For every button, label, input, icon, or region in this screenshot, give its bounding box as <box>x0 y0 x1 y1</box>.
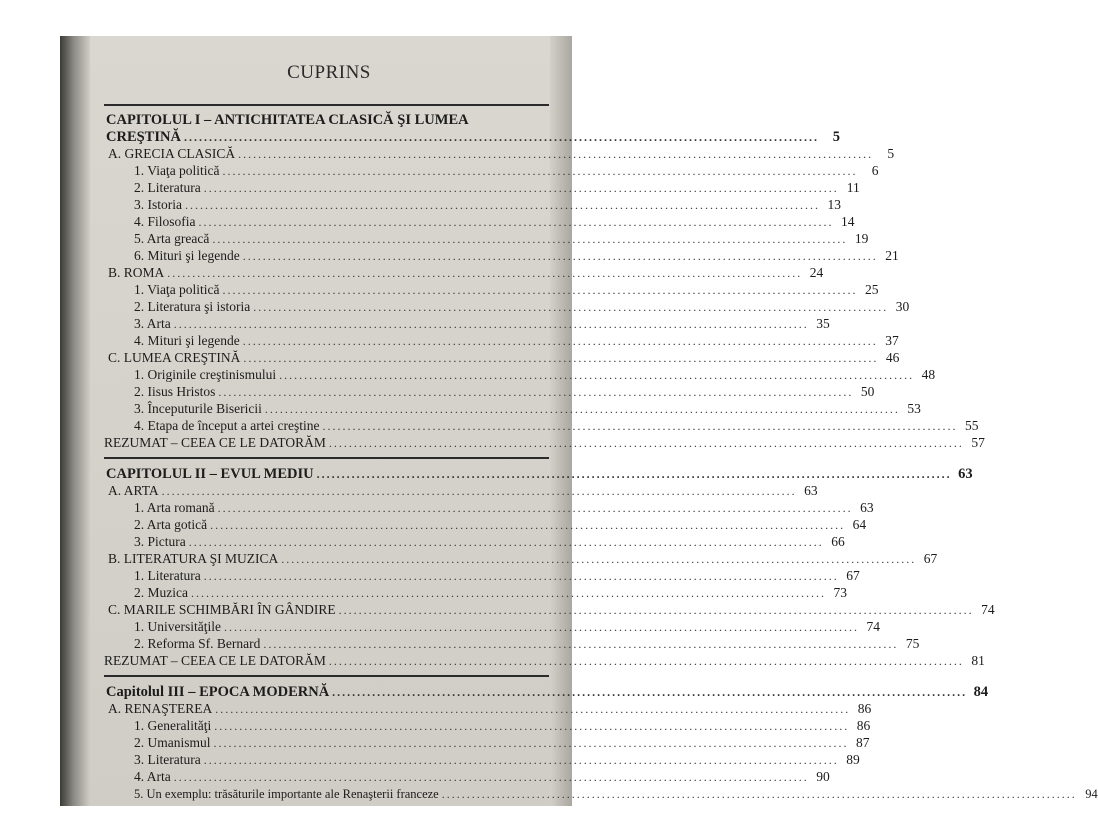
toc-entry: 1. Generalităţi ............................................................................................................................... 86 <box>134 718 871 733</box>
toc-entry: 3. Arta ............................................................................................................................... 35 <box>134 316 830 331</box>
toc-entry: 2. Arta gotică ............................................................................................................................... 64 <box>134 517 867 532</box>
toc-summary-entry: REZUMAT – CEEA CE LE DATORĂM ............................................................................................................................... 57 <box>104 435 985 450</box>
toc-entry: 2. Reforma Sf. Bernard ............................................................................................................................... 75 <box>134 636 920 651</box>
toc-entry: 4. Filosofia ............................................................................................................................... 14 <box>134 214 855 229</box>
table-of-contents-page <box>94 36 1098 806</box>
toc-entry: 6. Mituri şi legende ............................................................................................................................... 21 <box>134 248 899 263</box>
toc-entry: 4. Arta ............................................................................................................................... 90 <box>134 769 830 784</box>
toc-entry: 3. Începuturile Bisericii ............................................................................................................................... 53 <box>134 401 921 416</box>
toc-entry: 1. Viaţa politică ............................................................................................................................... 6 <box>134 163 879 178</box>
page-title: CUPRINS <box>287 62 371 83</box>
toc-entry: 5. Un exemplu: trăsăturile importante ale Renaşterii franceze ............................................................................................................................... 94 <box>134 787 1098 801</box>
toc-entry: 5. Arta greacă ............................................................................................................................... 19 <box>134 231 869 246</box>
toc-entry: 4. Mituri şi legende ............................................................................................................................... 37 <box>134 333 899 348</box>
toc-entry: 1. Universităţile ............................................................................................................................... 74 <box>134 619 880 634</box>
toc-entry: C. MARILE SCHIMBĂRI ÎN GÂNDIRE ............................................................................................................................... 74 <box>108 602 995 617</box>
toc-entry: 3. Istoria ............................................................................................................................... 13 <box>134 197 841 212</box>
toc-entry: 3. Pictura ............................................................................................................................... 66 <box>134 534 845 549</box>
toc-entry: 2. Iisus Hristos ............................................................................................................................... 50 <box>134 384 875 399</box>
toc-entry: B. LITERATURA ŞI MUZICA ............................................................................................................................... 67 <box>108 551 938 566</box>
book-page-photo <box>60 36 1098 806</box>
toc-entry: 4. Etapa de început a artei creştine ............................................................................................................................... 55 <box>134 418 979 433</box>
toc-entry: 1. Originile creştinismului ............................................................................................................................... 48 <box>134 367 936 382</box>
toc-entry: 3. Literatura ............................................................................................................................... 89 <box>134 752 860 767</box>
toc-entry: 1. Viaţa politică ............................................................................................................................... 25 <box>134 282 879 297</box>
chapter-divider <box>104 104 549 106</box>
toc-entry: 1. Arta romană ............................................................................................................................... 63 <box>134 500 874 515</box>
book-spine-shadow <box>60 36 90 806</box>
toc-entry: C. LUMEA CREŞTINĂ ............................................................................................................................... 46 <box>108 350 900 365</box>
toc-entry: A. GRECIA CLASICĂ ............................................................................................................................... 5 <box>108 146 895 161</box>
chapter-divider <box>104 675 549 677</box>
toc-entry: 2. Muzica ............................................................................................................................... 73 <box>134 585 847 600</box>
chapter-heading: Capitolul III – EPOCA MODERNĂ ............................................................................................................................... 84 <box>106 684 989 700</box>
toc-entry: B. ROMA ............................................................................................................................... 24 <box>108 265 824 280</box>
toc-entry: 2. Literatura ............................................................................................................................... 11 <box>134 180 860 195</box>
toc-entry: 2. Literatura şi istoria ............................................................................................................................... 30 <box>134 299 910 314</box>
toc-entry: 1. Literatura ............................................................................................................................... 67 <box>134 568 860 583</box>
toc-entry: A. RENAŞTEREA ............................................................................................................................... 86 <box>108 701 872 716</box>
chapter-heading: CREŞTINĂ ............................................................................................................................... 5 <box>106 129 840 145</box>
toc-entry: A. ARTA ............................................................................................................................... 63 <box>108 483 818 498</box>
chapter-divider <box>104 457 549 459</box>
chapter-heading: CAPITOLUL I – ANTICHITATEA CLASICĂ ŞI LUMEA <box>106 112 469 128</box>
chapter-heading: CAPITOLUL II – EVUL MEDIU ............................................................................................................................... 63 <box>106 466 973 482</box>
toc-summary-entry: REZUMAT – CEEA CE LE DATORĂM ............................................................................................................................... 81 <box>104 653 985 668</box>
toc-entry: 2. Umanismul ............................................................................................................................... 87 <box>134 735 870 750</box>
